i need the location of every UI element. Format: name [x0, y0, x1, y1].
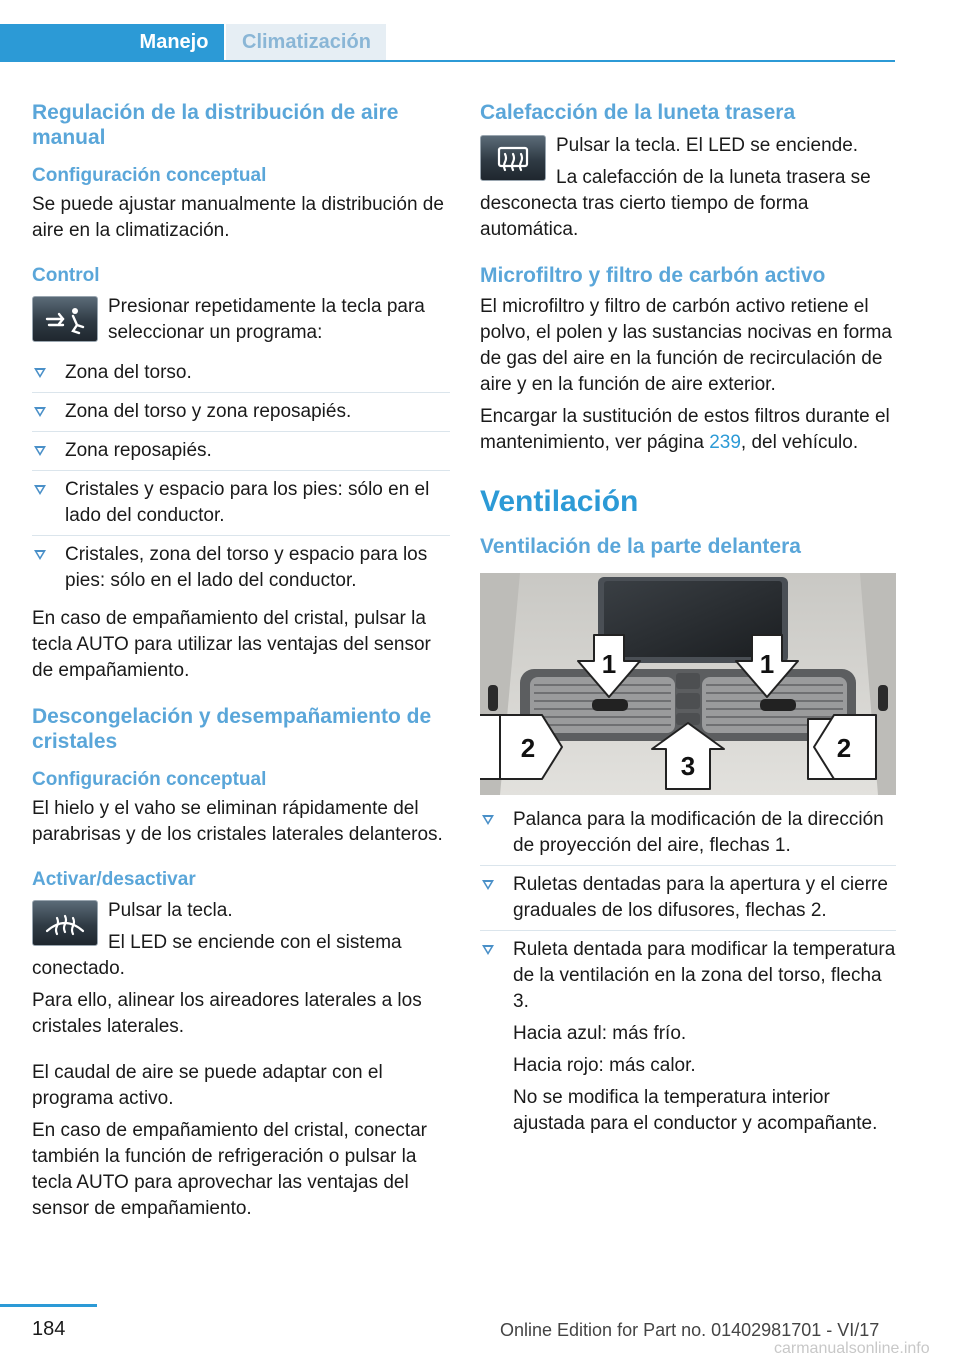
text-press-key: Pulsar la tecla.	[108, 900, 233, 921]
heading-defrost: Descongelación y desempañamiento de cristales	[32, 705, 432, 753]
list-item: Ruleta dentada para modificar la temperatura de la ventilación en la zona del torso, flecha 3. Hacia azul: más frío. Hacia rojo: más calor. No se modifica la temperatura interior ajustada para el conductor y acompañante.	[480, 937, 896, 1143]
triangle-bullet-icon	[482, 880, 494, 890]
text-concept-1: Se puede ajustar manualmente la distribución de aire en la climatización.	[32, 194, 444, 241]
heading-ventilation: Ventilación	[480, 485, 639, 518]
triangle-bullet-icon	[34, 446, 46, 456]
figure-label-1-left: 1	[601, 649, 617, 679]
list-item: Zona del torso.	[32, 360, 450, 393]
list-item: Zona del torso y zona reposapiés.	[32, 399, 450, 432]
vent-controls-list	[480, 807, 896, 1143]
list-item: Cristales y espacio para los pies: sólo en el lado del conductor.	[32, 477, 450, 536]
text-rear-press: Pulsar la tecla. El LED se enciende.	[556, 135, 859, 156]
triangle-bullet-icon	[34, 550, 46, 560]
front-vents-figure	[480, 573, 896, 795]
text-led-on: El LED se enciende con el sistema conectado.	[32, 932, 402, 979]
triangle-bullet-icon	[482, 945, 494, 955]
triangle-bullet-icon	[482, 815, 494, 825]
list-item: Zona reposapiés.	[32, 438, 450, 471]
rear-window-heating-icon	[480, 135, 546, 181]
heading-filters: Microfiltro y filtro de carbón activo	[480, 264, 826, 287]
right-column	[480, 100, 896, 1149]
tab-climatizacion[interactable]: Climatización	[226, 24, 386, 60]
program-list	[32, 360, 450, 600]
left-column	[32, 100, 450, 1232]
list-item: Palanca para la modificación de la dirección de proyección del aire, flechas 1.	[480, 807, 896, 866]
front-vents-illustration	[480, 573, 896, 795]
figure-label-2-left: 2	[520, 733, 536, 763]
heading-concept-2: Configuración conceptual	[32, 769, 267, 790]
heading-control: Control	[32, 265, 100, 286]
air-distribution-icon	[32, 296, 98, 342]
page-header	[0, 24, 895, 62]
windshield-defrost-icon	[32, 900, 98, 946]
text-temperature-note: No se modifica la temperatura interior ajustada para el conductor y acompañante.	[513, 1087, 878, 1134]
tab-manejo[interactable]: Manejo	[124, 24, 224, 60]
figure-label-2-right: 2	[836, 733, 852, 763]
triangle-bullet-icon	[34, 407, 46, 417]
footer-accent-bar	[0, 1304, 97, 1307]
text-concept-2: El hielo y el vaho se eliminan rápidamente del parabrisas y de los cristales laterales delanteros.	[32, 798, 443, 845]
text-align-vents: Para ello, alinear los aireadores laterales a los cristales laterales.	[32, 990, 422, 1037]
heading-rear-window-heating: Calefacción de la luneta trasera	[480, 101, 796, 124]
page-link-239[interactable]: 239	[709, 432, 741, 453]
list-item: Ruletas dentadas para la apertura y el cierre graduales de los difusores, flechas 2.	[480, 872, 896, 931]
figure-label-3: 3	[680, 751, 696, 781]
header-rule	[0, 60, 895, 62]
heading-front-ventilation: Ventilación de la parte delantera	[480, 535, 801, 558]
page-number: 184	[32, 1318, 66, 1340]
defrost-row	[32, 898, 450, 982]
text-blue-colder: Hacia azul: más frío.	[513, 1023, 687, 1044]
heading-concept-1: Configuración conceptual	[32, 165, 267, 186]
text-red-warmer: Hacia rojo: más calor.	[513, 1055, 696, 1076]
watermark: carmanualsonline.info	[774, 1340, 930, 1357]
control-row	[32, 294, 450, 346]
list-item: Cristales, zona del torso y espacio para los pies: sólo en el lado del conductor.	[32, 542, 450, 600]
text-filter-desc: El microfiltro y filtro de carbón activo retiene el polvo, el polen y las sustancias nocivas en forma de gas del aire en la función de recirculación de aire y en la función de aire exterior.	[480, 296, 892, 395]
text-fog-cooling: En caso de empañamiento del cristal, conectar también la función de refrigeración o pulsar la tecla AUTO para aprovechar las ventajas del sensor de empañamiento.	[32, 1120, 427, 1219]
text-filter-maintenance: Encargar la sustitución de estos filtros durante el mantenimiento, ver página 239, del vehículo.	[480, 406, 890, 453]
text-fog-auto: En caso de empañamiento del cristal, pulsar la tecla AUTO para utilizar las ventajas del sensor de empañamiento.	[32, 608, 431, 681]
edition-text: Online Edition for Part no. 01402981701 - VI/17	[500, 1320, 880, 1340]
heading-manual-distribution: Regulación de la distribución de aire manual	[32, 101, 399, 149]
header-accent-bar	[0, 24, 124, 60]
text-control: Presionar repetidamente la tecla para seleccionar un programa:	[108, 296, 425, 343]
triangle-bullet-icon	[34, 485, 46, 495]
rear-heating-row	[480, 133, 896, 243]
text-rear-auto-off: La calefacción de la luneta trasera se desconecta tras cierto tiempo de forma automática.	[480, 167, 871, 240]
triangle-bullet-icon	[34, 368, 46, 378]
text-air-flow: El caudal de aire se puede adaptar con el programa activo.	[32, 1062, 383, 1109]
figure-label-1-right: 1	[759, 649, 775, 679]
heading-activate: Activar/desactivar	[32, 869, 196, 890]
